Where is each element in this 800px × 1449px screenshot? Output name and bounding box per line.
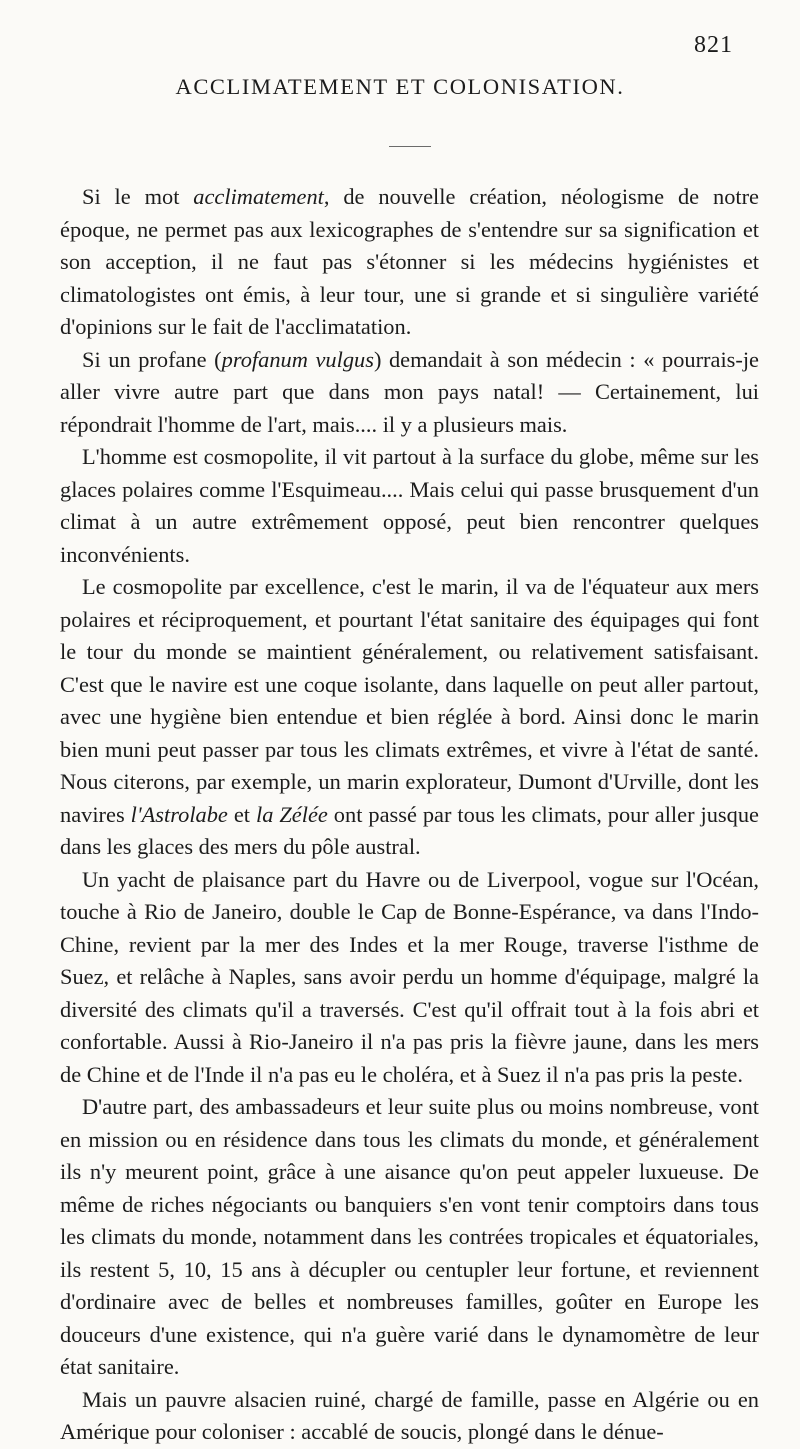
text-run: Un yacht de plaisance part du Havre ou de Liverpool, vogue sur l'Océan, touche à Rio de Janeiro, double le Cap de Bonne-Espérance, va dans l'Indo-Chine, revient par la mer des Indes et la mer Rouge, traverse l'isthme de Suez, et relâche à Naples, sans avoir perdu un homme d'équipage, malgré la diversité des climats qu'il a traversés. C'est qu'il offrait tout à la fois abri et confortable. Aussi à Rio-Janeiro il n'a pas pris la fièvre jaune, dans les mers de Chine et de l'Inde il n'a pas eu le choléra, et à Suez il n'a pas pris la peste. [60,866,759,1087]
text-run: L'homme est cosmopolite, il vit partout à la surface du globe, même sur les glaces polaires comme l'Esquimeau.... Mais celui qui passe brusquement d'un climat à un autre extrêmement opposé, peut bien rencontrer quelques inconvénients. [60,444,759,567]
page-number: 821 [694,32,733,58]
paragraph [60,344,759,442]
italic-text: l'Astrolabe [130,801,228,827]
text-run: ) demandait à son médecin : « pourrais-je aller vivre autre part que dans mon pays natal! — Certainement, lui répondrait l'homme de l'art, mais.... il y a plusieurs mais. [60,346,759,437]
body-text [60,181,759,1449]
paragraph [60,571,759,864]
text-run: Si un profane ( [82,346,222,372]
text-run: ont passé par tous les climats, pour aller jusque dans les glaces des mers du pôle austral. [60,801,759,859]
text-run: D'autre part, des ambassadeurs et leur suite plus ou moins nombreuse, vont en mission ou en résidence dans tous les climats du monde, et généralement ils n'y meurent point, grâce à une aisance qu'on peut appeler luxueuse. De même de riches négociants ou banquiers s'en vont tenir comptoirs dans tous les climats du monde, notamment dans les contrées tropicales et équatoriales, ils restent 5, 10, 15 ans à décupler ou centupler leur fortune, et reviennent d'ordinaire avec de belles et nombreuses familles, goûter en Europe les douceurs d'une existence, qui n'a guère varié dans le dynamomètre de leur état sanitaire. [60,1094,759,1379]
text-run: et [227,801,256,827]
running-title: ACCLIMATEMENT ET COLONISATION. [175,74,625,99]
italic-text: profanum vulgus [221,346,374,372]
paragraph [60,864,759,1092]
italic-text: acclimatement [193,184,324,209]
italic-text: la Zélée [255,801,328,827]
text-run: Le cosmopolite par excellence, c'est le marin, il va de l'équateur aux mers polaires et réciproquement, et pourtant l'état sanitaire des équipages qui font le tour du monde se maintient généralement, ou relativement satisfaisant. C'est que le navire est une coque isolante, dans laquelle on peut aller partout, avec une hygiène bien entendue et bien réglée à bord. Ainsi donc le marin bien muni peut passer par tous les climats extrêmes, et vivre à l'état de santé. Nous citerons, par exemple, un marin explorateur, Dumont d'Urville, dont les navires [60,574,759,827]
text-run: Si le mot [82,184,194,209]
title-rule [389,146,431,147]
paragraph [60,181,759,344]
paragraph [60,1384,759,1449]
paragraph [60,1091,759,1384]
text-run: , de nouvelle création, néologisme de notre époque, ne permet pas aux lexicographes de s'entendre sur sa signification et son acception, il ne faut pas s'étonner si les médecins hygiénistes et climatologistes ont émis, à leur tour, une si grande et si singulière variété d'opinions sur le fait de l'acclimatation. [60,184,759,339]
paragraph [60,441,759,571]
text-run: Mais un pauvre alsacien ruiné, chargé de famille, passe en Algérie ou en Amérique pour coloniser : accablé de soucis, plongé dans le dénue- [60,1386,759,1444]
